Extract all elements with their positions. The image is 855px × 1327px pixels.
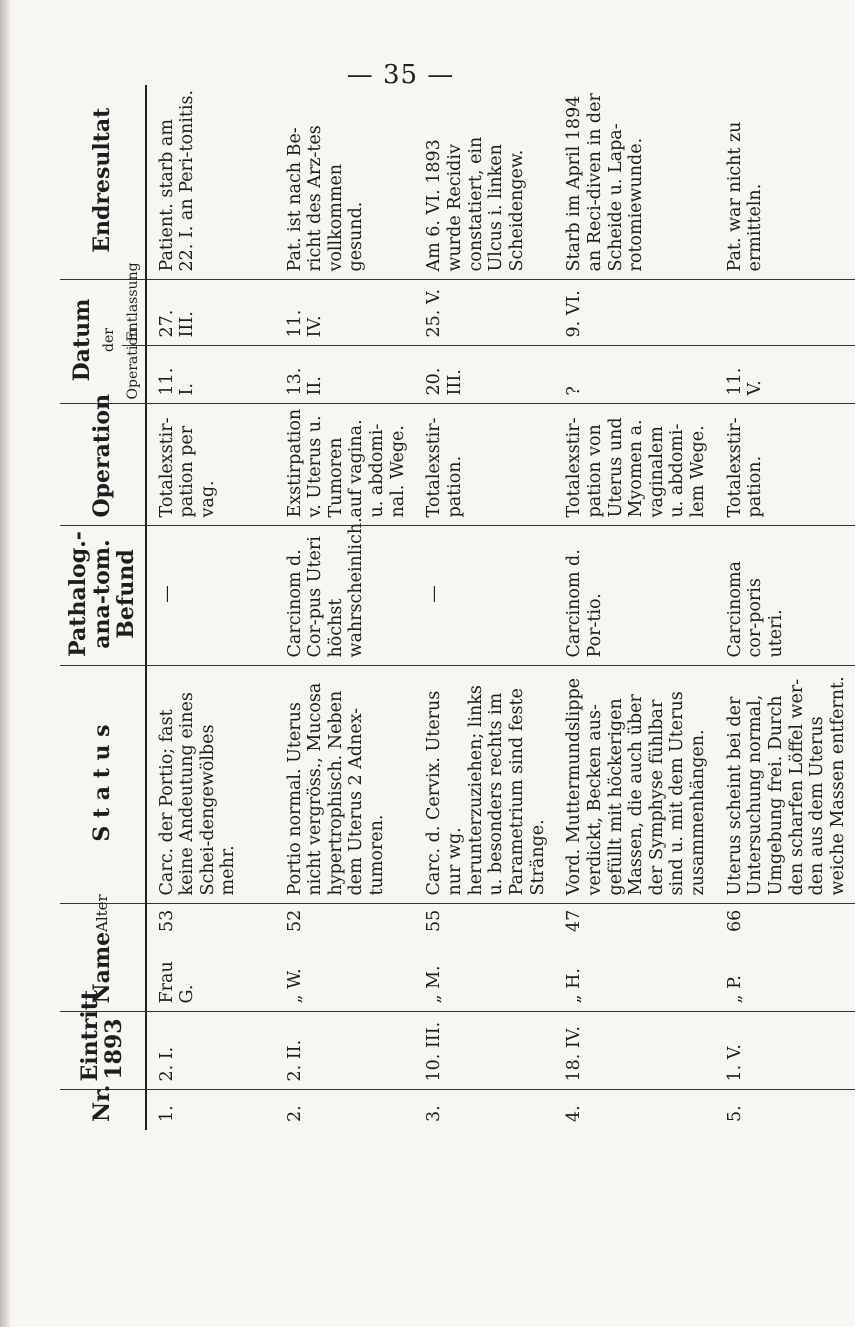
- cell-status: Carc. d. Cervix. Uterus nur wg. herunterzuziehen; links u. besonders rechts im Parametrium sind feste Stränge.: [414, 666, 554, 904]
- cell-datum-entlassung: 25. V.: [414, 280, 554, 346]
- cell-datum-operation: 11. I.: [146, 346, 275, 404]
- header-endresultat: Endresultat: [60, 85, 146, 280]
- cell-befund: Carcinoma cor-poris uteri.: [715, 526, 855, 666]
- cell-befund: Carcinom d. Por-tio.: [554, 526, 714, 666]
- cell-status: Portio normal. Uterus nicht vergröss., Mucosa hypertrophisch. Neben dem Uterus 2 Adnex-tumoren.: [275, 666, 415, 904]
- cell-name: „ H.: [564, 968, 585, 1004]
- header-datum-title: Datum: [68, 298, 95, 382]
- cell-nr: 5.: [715, 1090, 855, 1130]
- cell-datum-operation: ?: [554, 346, 714, 404]
- cell-nr: 2.: [275, 1090, 415, 1130]
- cell-datum-entlassung: 9. VI.: [554, 280, 714, 346]
- cell-operation: Exstirpation v. Uterus u. Tumoren auf vagina. u. abdomi-nal. Wege.: [275, 404, 415, 526]
- cell-alter: 52: [275, 904, 415, 940]
- header-datum-operation: Operation: [122, 346, 145, 404]
- cell-eintritt: 1. V.: [715, 1012, 855, 1090]
- header-name: Name: [60, 940, 146, 1012]
- cell-endresultat: Pat. war nicht zu ermitteln.: [724, 121, 766, 272]
- cell-name: Frau G.: [156, 961, 198, 1004]
- header-operation: Operation: [60, 404, 146, 526]
- cell-alter: 53: [146, 904, 275, 940]
- header-datum-der: der: [101, 328, 118, 352]
- header-eintritt: Eintritt 1893: [60, 1012, 146, 1090]
- cell-status: Uterus scheint bei der Untersuchung normal, Umgebung frei. Durch den scharfen Löffel wer-den aus dem Uterus weiche Massen entfernt.: [715, 666, 855, 904]
- cell-eintritt: 2. II.: [275, 1012, 415, 1090]
- table-row: [715, 85, 855, 1130]
- table-row: [275, 85, 415, 1130]
- cell-operation: Totalexstir-pation.: [715, 404, 855, 526]
- cell-eintritt: 18. IV.: [554, 1012, 714, 1090]
- cell-alter: 66: [715, 904, 855, 940]
- header-status: S t a t u s: [60, 666, 146, 904]
- rotated-table-wrapper: [60, 85, 848, 1130]
- header-pathalog: Pathalog.-ana-tom. Befund: [60, 526, 146, 666]
- cell-befund: Carcinom d. Cor-pus Uteri höchst wahrscheinlich.: [275, 526, 415, 666]
- cell-eintritt: 2. I.: [146, 1012, 275, 1090]
- cell-nr: 1.: [146, 1090, 275, 1130]
- cell-datum-operation: 13. II.: [275, 346, 415, 404]
- cell-name: „ M.: [424, 965, 445, 1004]
- cell-datum-entlassung: 27. III.: [146, 280, 275, 346]
- cell-status: Carc. der Portio; fast keine Andeutung eines Schei-dengewölbes mehr.: [146, 666, 275, 904]
- cell-alter: 55: [414, 904, 554, 940]
- cell-endresultat: Starb im April 1894 an Reci-diven in der Scheide u. Lapa-rotomiewunde.: [564, 93, 647, 272]
- cell-operation: Totalexstir-pation per vag.: [146, 404, 275, 526]
- cell-nr: 3.: [414, 1090, 554, 1130]
- header-nr: Nr.: [60, 1090, 146, 1130]
- cell-eintritt: 10. III.: [414, 1012, 554, 1090]
- cell-endresultat: Am 6. VI. 1893 wurde Recidiv constatiert, ein Ulcus i. linken Scheidengew.: [424, 136, 527, 272]
- table-row: [146, 85, 275, 1130]
- cell-datum-operation: 11. V.: [715, 346, 855, 404]
- cell-befund: —: [414, 526, 554, 666]
- page-number: — 35 —: [346, 60, 455, 90]
- cell-status: Vord. Muttermundslippe verdickt, Becken aus-gefüllt mit höckerigen Massen, die auch über der Symphyse fühlbar sind u. mit dem Uterus zusammenhängen.: [554, 666, 714, 904]
- cell-operation: Totalexstir-pation.: [414, 404, 554, 526]
- cell-endresultat: Pat. ist nach Be-richt des Arz-tes vollkommen gesund.: [284, 125, 367, 272]
- cell-datum-operation: 20. III.: [414, 346, 554, 404]
- cell-alter: 47: [554, 904, 714, 940]
- cell-name: „ W.: [284, 968, 305, 1004]
- cell-operation: Totalexstir-pation von Uterus und Myomen a. vaginalem u. abdomi-lem Wege.: [554, 404, 714, 526]
- cell-datum-entlassung: 11. IV.: [275, 280, 415, 346]
- table-row: [554, 85, 714, 1130]
- cell-endresultat: Patient. starb am 22. I. an Peri-tonitis.: [156, 89, 198, 272]
- cell-befund: —: [146, 526, 275, 666]
- header-datum: [60, 280, 122, 404]
- cell-nr: 4.: [554, 1090, 714, 1130]
- cell-datum-entlassung: [715, 280, 855, 346]
- table-row: [414, 85, 554, 1130]
- header-alter: Alter: [60, 904, 146, 940]
- page-edge-shadow: [0, 0, 10, 1327]
- cell-name: „ P.: [724, 975, 745, 1004]
- header-datum-entlassung: Entlassung: [122, 280, 145, 346]
- patient-table: [60, 85, 855, 1130]
